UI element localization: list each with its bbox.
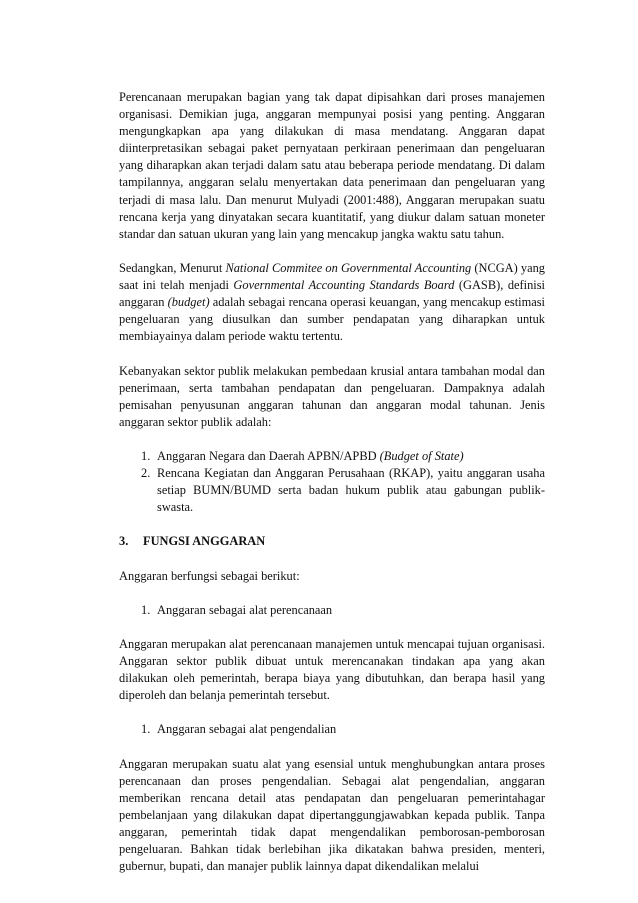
list-number: 1. (141, 448, 151, 463)
italic-budget: (budget) (167, 295, 210, 310)
text-run: (GASB), definisi anggaran (119, 278, 545, 310)
list-item (119, 448, 545, 465)
section-title: FUNGSI ANGGARAN (143, 534, 266, 549)
paragraph-perencanaan: Perencanaan merupakan bagian yang tak dapat dipisahkan dari proses manajemen organisasi. Demikian juga, anggaran mempunyai posisi yang penting. Anggaran mengungkapkan apa yang dilakukan di masa mendatang. Anggaran dapat diinterpretasikan sebagai paket pernyataan perkiraan penerimaan dan pengeluaran yang diharapkan akan terjadi dalam satu atau beberapa periode mendatang. Di dalam tampilannya, anggaran selalu menyertakan data penerimaan dan pengeluaran yang terjadi di masa lalu. Dan menurut Mulyadi (2001:488), Anggaran merupakan suatu rencana kerja yang dinyatakan secara kuantitatif, yang diukur dalam satuan moneter standar dan satuan ukuran yang lain yang mencakup jangka waktu satu tahun. (119, 90, 545, 241)
italic-gasb: Governmental Accounting Standards Board (233, 278, 455, 293)
list-text: Anggaran sebagai alat perencanaan (157, 602, 333, 617)
list-item (119, 465, 545, 516)
section-number: 3. (119, 534, 129, 549)
text-run: adalah sebagai rencana operasi keuangan, yang mencakup estimasi pengeluaran yang diusulkan dan sumber pendapatan yang diharapkan untuk membiayainya dalam periode waktu tertentu. (119, 295, 545, 344)
text-run: (NCGA) yang saat ini telah menjadi (119, 260, 545, 293)
text-run: Sedangkan, Menurut (119, 260, 226, 275)
section-heading (119, 533, 545, 550)
list-text: Anggaran Negara dan Daerah APBN/APBD (157, 448, 380, 463)
italic-budget-of-state: (Budget of State) (379, 448, 464, 463)
jenis-anggaran-list (119, 448, 545, 516)
paragraph-sektor-publik: Kebanyakan sektor publik melakukan pembedaan krusial antara tambahan modal dan penerimaan, serta tambahan pendapatan dan pengeluaran. Dampaknya adalah pemisahan penyusunan anggaran tahunan dan anggaran modal tahunan. Jenis anggaran sektor publik adalah: (119, 363, 545, 429)
paragraph-ncga-definition (119, 260, 545, 345)
list-number: 1. (141, 602, 151, 617)
list-item (119, 721, 545, 738)
list-item (119, 602, 545, 619)
paragraph-fungsi-intro: Anggaran berfungsi sebagai berikut: (119, 568, 300, 583)
list-number: 2. (141, 466, 151, 481)
document-page (119, 89, 545, 892)
list-text: Anggaran sebagai alat pengendalian (157, 722, 337, 737)
subsection-pengendalian (119, 721, 545, 738)
paragraph-alat-perencanaan: Anggaran merupakan alat perencanaan manajemen untuk mencapai tujuan organisasi. Anggaran sektor publik dibuat untuk merencanakan tindakan apa yang akan dilakukan oleh pemerintah, berapa biaya yang dibutuhkan, dan berapa hasil yang diperoleh dan belanja pemerintah tersebut. (119, 637, 545, 703)
list-text: Rencana Kegiatan dan Anggaran Perusahaan (RKAP), yaitu anggaran usaha setiap BUMN/BUMD serta badan hukum publik atau gabungan publik-swasta. (157, 466, 545, 515)
paragraph-alat-pengendalian: Anggaran merupakan suatu alat yang esensial untuk menghubungkan antara proses perencanaan dan proses pengendalian. Sebagai alat pengendalian, anggaran memberikan rencana detail atas pendapatan dan pengeluaran pemerintahagar pembelanjaan yang dilakukan dapat dipertanggungjawabkan kepada publik. Tanpa anggaran, pemerintah tidak dapat mengendalikan pemborosan-pemborosan pengeluaran. Bahkan tidak berlebihan jika dikatakan bahwa presiden, menteri, gubernur, bupati, dan manajer publik lainnya dapat dikendalikan melalui (119, 756, 545, 874)
italic-ncga: National Commitee on Governmental Accounting (225, 260, 472, 275)
list-number: 1. (141, 722, 151, 737)
subsection-perencanaan (119, 602, 545, 619)
